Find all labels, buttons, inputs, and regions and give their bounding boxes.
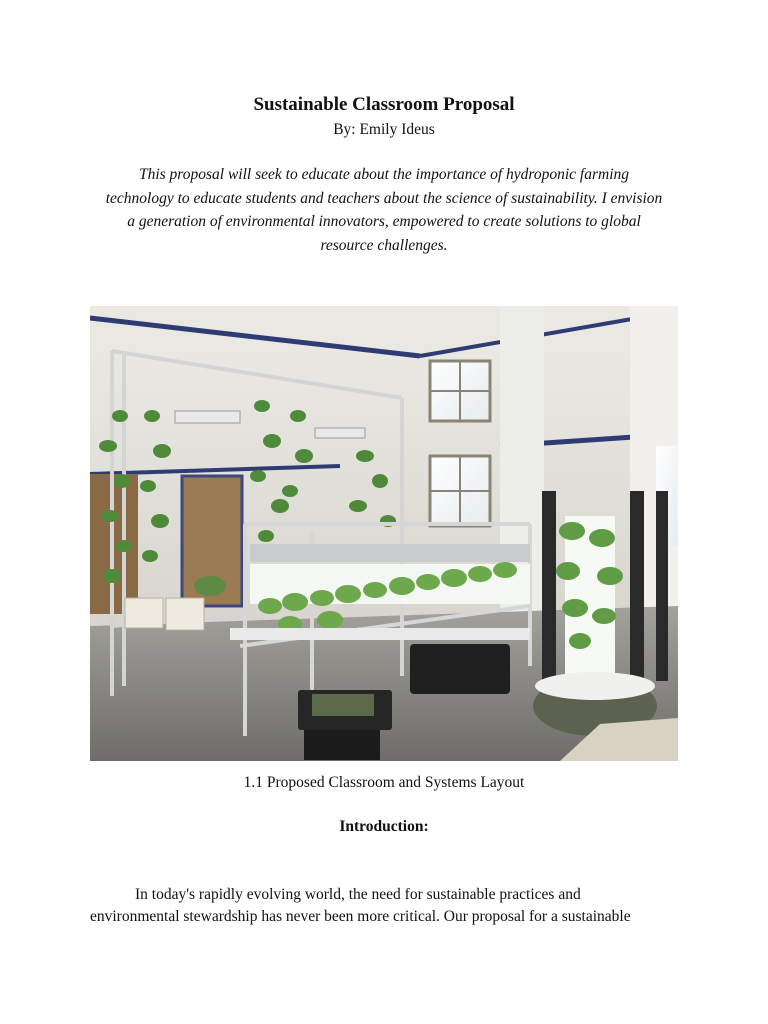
abstract-line: a generation of environmental innovators, empowered to create solutions to global — [127, 213, 641, 230]
introduction-heading: Introduction: — [339, 818, 429, 835]
abstract-line: technology to educate students and teachers about the science of sustainability. I envision — [105, 189, 663, 207]
document-title: Sustainable Classroom Proposal — [253, 94, 515, 115]
figure-caption: 1.1 Proposed Classroom and Systems Layout — [243, 774, 525, 791]
paragraph-line: environmental stewardship has never been more critical. Our proposal for a sustainable — [90, 908, 631, 925]
author-byline: By: Emily Ideus — [333, 121, 435, 138]
classroom-hydroponics-photo — [90, 306, 678, 761]
introduction-paragraph — [90, 884, 690, 928]
abstract-paragraph — [84, 163, 684, 257]
abstract-line: resource challenges. — [320, 236, 448, 254]
abstract-line: This proposal will seek to educate about the importance of hydroponic farming — [138, 166, 630, 183]
paragraph-line: In today's rapidly evolving world, the need for sustainable practices and — [135, 886, 581, 903]
